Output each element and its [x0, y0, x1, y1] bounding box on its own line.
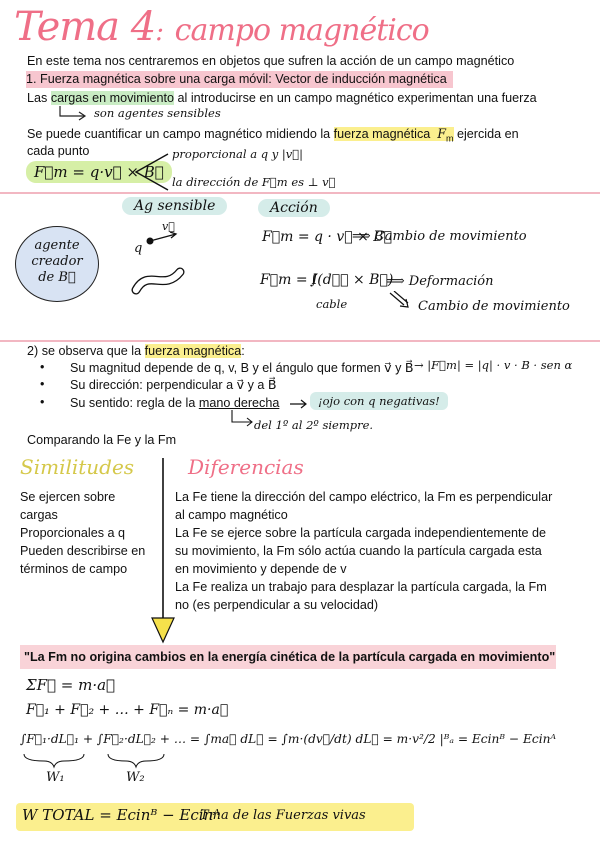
section2-highlight: fuerza magnética — [144, 344, 242, 358]
underbraces-icon — [20, 752, 180, 770]
line2-fm: F — [437, 126, 446, 141]
final-label: Tma de las Fuerzas vivas — [200, 808, 366, 823]
double-arrow-icon — [388, 291, 412, 311]
line1-pre: Las — [27, 91, 51, 105]
eq-forces-expanded: F⃗₁ + F⃗₂ + … + F⃗ₙ = m·a⃗ — [26, 702, 229, 718]
line1-highlight: cargas en movimiento — [50, 91, 175, 105]
circle-line-3: de B⃗ — [38, 270, 76, 285]
sim-item: Se ejercen sobre — [20, 490, 116, 504]
section1-line3: cada punto — [27, 144, 90, 158]
bullet-3-pre: Su sentido: regla de la — [70, 396, 199, 410]
action-formula-2-lhs: F⃗m = I — [260, 272, 318, 288]
circle-line-2: creador — [31, 254, 83, 269]
down-arrow-icon — [146, 458, 180, 646]
similitudes-title: Similitudes — [20, 455, 135, 479]
sim-item: Proporcionales a q — [20, 526, 126, 540]
eq-sum-forces: ΣF⃗ = m·a⃗ — [26, 676, 116, 694]
label-accion: Acción — [258, 199, 330, 217]
section1-heading: 1. Fuerza magnética sobre una carga móvil: Vector de inducción magnética — [26, 71, 453, 88]
charge-q: q — [134, 241, 143, 256]
section2-pre: 2) se observa que la — [27, 344, 145, 358]
eq-work-energy: ∫F⃗₁·dL⃗₁ + ∫F⃗₂·dL⃗₂ + … = ∫ma⃗ dL⃗ = ∫m·(dv⃗/dt) dL⃗ = m·v²/2 |ᴮₐ = Ecinᴮ − Ecinᴬ — [20, 732, 556, 746]
similitudes-list — [20, 488, 145, 578]
bullet-3: • — [40, 395, 45, 409]
prop1: proporcional a q y |v⃗| — [172, 147, 304, 161]
bullet-2-text: Su dirección: perpendicular a v⃗ y a B⃗ — [70, 378, 277, 392]
bullet-1: • — [40, 360, 45, 374]
line2-highlight-text: fuerza magnética — [333, 127, 431, 141]
note-agentes: son agentes sensibles — [94, 106, 221, 120]
final-formula: W TOTAL = Ecinᴮ − Ecinᴬ — [22, 806, 221, 824]
action-result-1: ⟹ Cambio de movimiento — [352, 229, 527, 244]
sim-item: Pueden describirse en — [20, 544, 146, 558]
dif-item: no (es perpendicular a su velocidad) — [175, 598, 379, 612]
action-formula-1: F⃗m = q · v⃗ × B⃗ — [262, 229, 392, 245]
title-tema: Tema 4 — [14, 4, 156, 50]
circle-line-1: agente — [34, 238, 80, 253]
arrow-icon — [288, 398, 310, 410]
note-del: del 1º al 2º siempre. — [254, 418, 374, 432]
divider-2 — [0, 340, 600, 342]
dif-item: en movimiento y depende de v — [175, 562, 347, 576]
title-colon: : — [155, 17, 163, 47]
fm-formula-box: F⃗m = q·v⃗ × B⃗ — [26, 161, 172, 183]
work-w2: W₂ — [126, 770, 145, 785]
divider-1 — [0, 192, 600, 194]
dif-item: La Fe se ejerce sobre la partícula cargada independientemente de — [175, 526, 547, 540]
action-result-2b: Cambio de movimiento — [418, 299, 570, 314]
section2-post: : — [241, 344, 245, 358]
prop2: la dirección de F⃗m es ⊥ v⃗ — [172, 175, 336, 189]
diferencias-list — [175, 488, 585, 614]
bullet-3-hw: ¡ojo con q negativas! — [310, 392, 448, 410]
bullet-3-underline: mano derecha — [198, 396, 280, 410]
intro-text: En este tema nos centraremos en objetos que sufren la acción de un campo magnético — [27, 54, 515, 68]
quote-box: "La Fm no origina cambios en la energía cinética de la partícula cargada en movimiento" — [20, 645, 556, 669]
action-result-2a: ⟹ Deformación — [386, 274, 494, 289]
sim-item: términos de campo — [20, 562, 128, 576]
bullet-2: • — [40, 377, 45, 391]
cable-icon — [130, 262, 192, 302]
label-ag-sensible: Ag sensible — [122, 197, 227, 215]
page-title — [14, 4, 429, 50]
circle-text — [16, 238, 98, 286]
dif-item: su movimiento, la Fm sólo actúa cuando la partícula cargada esta — [175, 544, 542, 558]
line2-fm-sub: m — [446, 133, 454, 144]
line1-post: al introducirse en un campo magnético experimentan una fuerza — [174, 91, 537, 105]
line2-post: ejercida en — [453, 127, 519, 141]
line2-pre: Se puede cuantificar un campo magnético midiendo la — [27, 127, 334, 141]
dif-item: La Fe tiene la dirección del campo eléctrico, la Fm es perpendicular — [175, 490, 553, 504]
bullet-1-text: Su magnitud depende de q, v, B y el ángulo que formen v⃗ y B⃗ — [70, 361, 414, 375]
diferencias-title: Diferencias — [188, 455, 304, 479]
agente-creador-circle — [15, 226, 99, 302]
title-subject: campo magnético — [174, 13, 429, 48]
section2-line — [27, 343, 245, 360]
comparing-text: Comparando la Fe y la Fm — [27, 433, 177, 447]
brace-icon — [132, 150, 172, 194]
action-formula-2-int: ∫(dℓ⃗ × B⃗) — [310, 272, 394, 288]
cable-label: cable — [316, 297, 348, 311]
bullet-1-hw: → |F⃗m| = |q| · v · B · sen α — [414, 358, 573, 372]
line2-highlight — [333, 126, 454, 144]
sim-item: cargas — [20, 508, 58, 522]
section1-line2 — [27, 125, 519, 148]
dif-item: La Fe realiza un trabajo para desplazar la partícula cargada, la Fm — [175, 580, 547, 594]
charge-v: v⃗ — [162, 220, 175, 233]
dif-item: al campo magnético — [175, 508, 288, 522]
work-w1: W₁ — [46, 770, 65, 785]
